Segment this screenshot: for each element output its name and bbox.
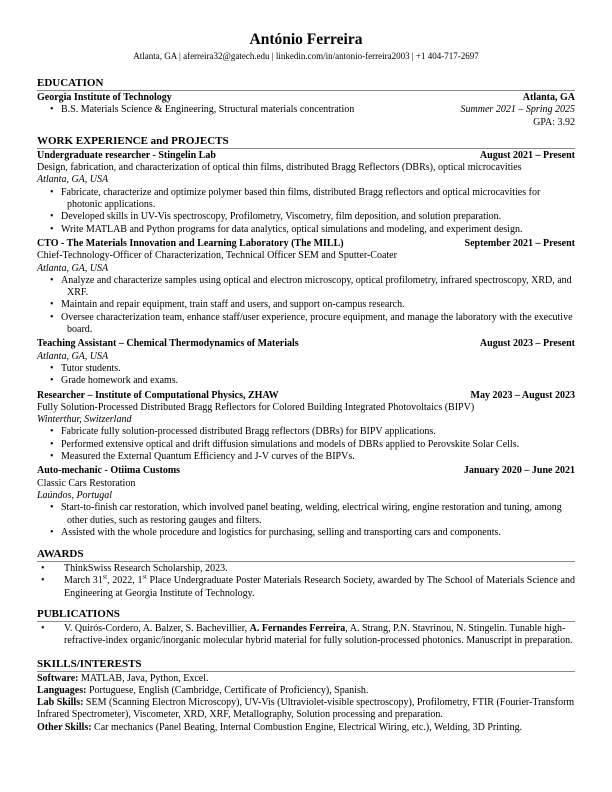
school-name: Georgia Institute of Technology (37, 92, 172, 103)
job-entry-stingelin-lab (37, 150, 575, 236)
skill-text: Car mechanics (Panel Beating, Internal Combustion Engine, Electrical Wiring, etc.), Welding, 3D Printing. (91, 721, 523, 733)
job-bullet: • Start-to-finish car restoration, which involved panel beating, welding, electrical wiring, engine restoration and tuning, among other duties, such as restoring gauges and filters. (37, 502, 575, 527)
job-bullet: • Measured the External Quantum Efficiency and J-V curves of the BIPVs. (37, 451, 575, 463)
skills-heading: SKILLS/INTERESTS (37, 658, 575, 672)
job-dates: January 2020 – June 2021 (463, 465, 575, 477)
school-location: Atlanta, GA (522, 92, 575, 103)
skill-label: Software: (37, 672, 79, 684)
job-bullet: • Analyze and characterize samples using optical and electron microscopy, optical profilometry, infrared spectroscopy, XRD, and XRF. (37, 275, 575, 300)
job-entry-auto-mechanic (37, 465, 575, 539)
degree-bullet: • B.S. Materials Science & Engineering, Structural materials concentration (37, 104, 451, 116)
job-location: Winterthur, Switzerland (37, 414, 132, 426)
job-subtitle: Classic Cars Restoration (37, 477, 136, 489)
education-dates: Summer 2021 – Spring 2025 (460, 104, 575, 116)
job-dates: September 2021 – Present (464, 237, 575, 249)
job-bullet: • Assisted with the whole procedure and logistics for purchasing, selling and transporting cars and components. (37, 527, 575, 539)
job-bullet-list (37, 426, 575, 463)
skill-label: Other Skills: (37, 721, 92, 733)
skill-text: MATLAB, Java, Python, Excel. (78, 672, 209, 684)
job-location: Atlanta, GA, USA (37, 174, 109, 186)
publication-author-highlight: A. Fernandes Ferreira (249, 622, 346, 634)
job-bullet: • Grade homework and exams. (37, 375, 575, 387)
job-subtitle: Chief-Technology-Officer of Characterization, Technical Officer SEM and Sputter-Coater (37, 250, 397, 262)
job-bullet: • Oversee characterization team, enhance staff/user experience, procure equipment, and manage the laboratory with the executive board. (37, 312, 575, 337)
job-dates: May 2023 – August 2023 (470, 389, 575, 401)
section-work-experience (37, 135, 575, 539)
skill-row-other-skills (37, 722, 575, 734)
job-bullet: • Maintain and repair equipment, train staff and users, and support on-campus research. (37, 299, 575, 311)
award-text: Place Undergraduate Poster Materials Research Society, awarded by The School of Materials Science and Engineering at Georgia Institute of Technology. (64, 575, 575, 599)
section-publications (37, 608, 575, 648)
publication-item (37, 623, 575, 648)
job-location: Atlanta, GA, USA (37, 350, 109, 362)
job-title: Teaching Assistant – Chemical Thermodynamics of Materials (37, 338, 299, 350)
job-bullet: • Developed skills in UV-Vis spectroscopy, Profilometry, Viscometry, film deposition, and solution preparation. (37, 211, 575, 223)
job-title: Undergraduate researcher - Stingelin Lab (37, 149, 216, 161)
skill-row-languages (37, 685, 575, 697)
award-text: , 2022, 1 (107, 575, 143, 587)
job-dates: August 2023 – Present (479, 338, 575, 350)
awards-list (37, 563, 575, 600)
job-entry-zhaw-researcher (37, 390, 575, 464)
publications-list (37, 623, 575, 648)
skill-text: SEM (Scanning Electron Microscopy), UV-Vis (Ultraviolet-visible spectroscopy), Profilometry, FTIR (Fourier-Transform Infrared Spectrometer), Viscometer, XRD, XRF, Metallography, Solution processing and preparation. (37, 697, 575, 721)
job-bullet-list (37, 502, 575, 539)
job-title: Auto-mechanic - Otiima Customs (37, 465, 181, 477)
job-location: Laúndos, Portugal (37, 489, 113, 501)
job-bullet-list (37, 363, 575, 388)
job-location: Atlanta, GA, USA (37, 262, 109, 274)
awards-heading: AWARDS (37, 548, 575, 562)
publication-text: , A. Strang, P.N. Stavrinou, N. Stingelin. Tunable high-refractive-index organic/inorganic molecular hybrid material for fully solution-processed photonics. Manuscript in preparation. (64, 622, 573, 647)
award-item (37, 575, 575, 600)
job-bullet-list (37, 275, 575, 336)
job-bullet: • Fabricate fully solution-processed distributed Bragg reflectors (DBRs) for BIPV applications. (37, 426, 575, 438)
section-awards (37, 548, 575, 600)
skill-row-software (37, 673, 575, 685)
work-heading: WORK EXPERIENCE and PROJECTS (37, 135, 575, 149)
publications-heading: PUBLICATIONS (37, 608, 575, 622)
skill-row-lab-skills (37, 697, 575, 722)
job-subtitle: Fully Solution-Processed Distributed Bragg Reflectors for Colored Building Integrated Photovoltaics (BIPV) (37, 401, 475, 413)
degree-list (37, 104, 451, 116)
job-bullet: • Fabricate, characterize and optimize polymer based thin films, distributed Bragg reflectors and optical microcavities for photonic applications. (37, 187, 575, 212)
education-heading: EDUCATION (37, 77, 575, 91)
contact-line: Atlanta, GA | aferreira32@gatech.edu | linkedin.com/in/antonio-ferreira2003 | +1 404-717-2697 (133, 51, 479, 61)
section-education (37, 77, 575, 129)
skill-text: Portuguese, English (Cambridge, Certificate of Proficiency), Spanish. (86, 684, 369, 696)
skill-label: Lab Skills: (37, 697, 84, 709)
award-text: March 31 (64, 575, 103, 587)
ordinal-suffix: st (102, 574, 108, 582)
job-bullet: • Performed extensive optical and drift diffusion simulations and models of DBRs applied to Perovskite Solar Cells. (37, 439, 575, 451)
job-dates: August 2021 – Present (479, 149, 575, 161)
job-bullet-list (37, 187, 575, 236)
gpa-value: GPA: 3.92 (533, 116, 575, 128)
ordinal-suffix: st (142, 574, 147, 582)
section-skills (37, 658, 575, 734)
job-entry-teaching-assistant (37, 338, 575, 387)
skill-label: Languages: (37, 684, 87, 696)
job-subtitle: Design, fabrication, and characterization of optical thin films, distributed Bragg Reflectors (DBRs), optical microcavities (37, 162, 522, 174)
job-title: Researcher – Institute of Computational Physics, ZHAW (37, 389, 279, 401)
job-bullet: • Write MATLAB and Python programs for data analytics, optical simulations and modeling, and experiment design. (37, 224, 575, 236)
person-name: António Ferreira (249, 31, 363, 48)
job-title: CTO - The Materials Innovation and Learning Laboratory (The MILL) (37, 237, 344, 249)
publication-authors: V. Quirós-Cordero, A. Balzer, S. Bachevillier, (64, 622, 250, 634)
job-entry-the-mill (37, 238, 575, 336)
award-item: • ThinkSwiss Research Scholarship, 2023. (37, 563, 575, 575)
job-bullet: • Tutor students. (37, 363, 575, 375)
